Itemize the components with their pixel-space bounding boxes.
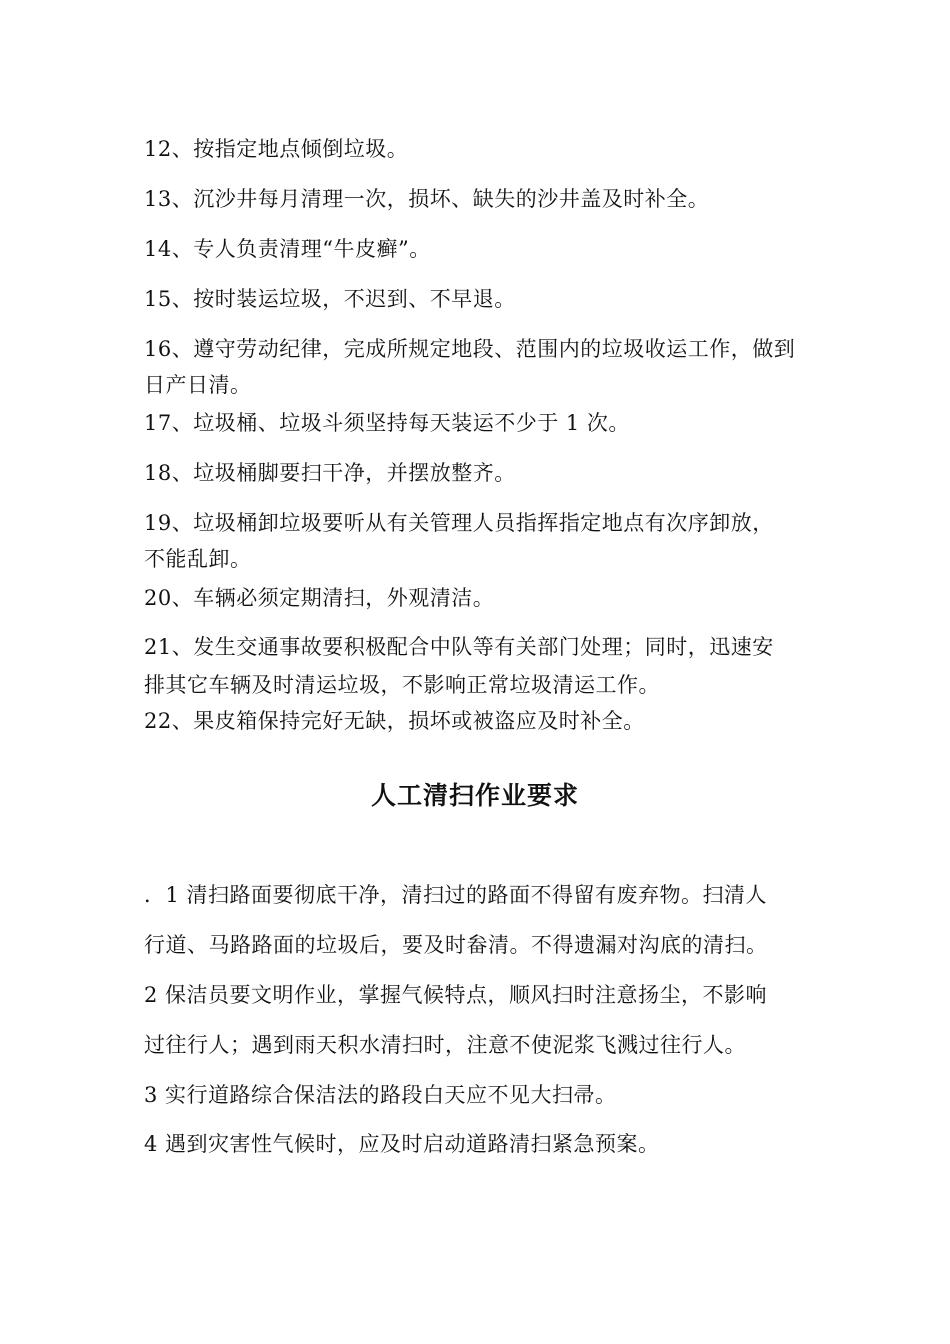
rule-line: 22、果皮箱保持完好无缺，损坏或被盗应及时补全。	[144, 709, 645, 733]
rule-line: 12、按指定地点倾倒垃圾。	[144, 137, 409, 161]
rule-line: 17、垃圾桶、垃圾斗须坚持每天装运不少于 1 次。	[144, 411, 630, 435]
requirement-line: 2 保洁员要文明作业，掌握气候特点，顺风扫时注意扬尘，不影响	[144, 983, 768, 1007]
requirement-line: 3 实行道路综合保洁法的路段白天应不见大扫帚。	[144, 1083, 617, 1107]
rule-line-continued: 日产日清。	[144, 373, 252, 397]
requirement-line-continued: 行道、马路路面的垃圾后，要及时畚清。不得遗漏对沟底的清扫。	[144, 933, 768, 957]
rule-line: 21、发生交通事故要积极配合中队等有关部门处理；同时，迅速安	[144, 635, 774, 659]
rule-line: 16、遵守劳动纪律，完成所规定地段、范围内的垃圾收运工作，做到	[144, 337, 796, 361]
rule-line: 13、沉沙井每月清理一次，损坏、缺失的沙井盖及时补全。	[144, 187, 710, 211]
rule-line-continued: 不能乱卸。	[144, 547, 252, 571]
rule-line-continued: 排其它车辆及时清运垃圾，不影响正常垃圾清运工作。	[144, 673, 660, 697]
rule-line: 15、按时装运垃圾，不迟到、不早退。	[144, 287, 516, 311]
rule-line: 18、垃圾桶脚要扫干净，并摆放整齐。	[144, 461, 516, 485]
rule-line: 19、垃圾桶卸垃圾要听从有关管理人员指挥指定地点有次序卸放，	[144, 511, 774, 535]
rule-line: 20、车辆必须定期清扫，外观清洁。	[144, 586, 495, 610]
requirement-line: ．1 清扫路面要彻底干净，清扫过的路面不得留有废弃物。扫清人	[144, 883, 768, 907]
requirement-line-continued: 过往行人；遇到雨天积水清扫时，注意不使泥浆飞溅过往行人。	[144, 1033, 746, 1057]
rule-line: 14、专人负责清理“牛皮癣”。	[144, 237, 431, 261]
requirement-line: 4 遇到灾害性气候时，应及时启动道路清扫紧急预案。	[144, 1132, 660, 1156]
section-title: 人工清扫作业要求	[370, 781, 579, 810]
